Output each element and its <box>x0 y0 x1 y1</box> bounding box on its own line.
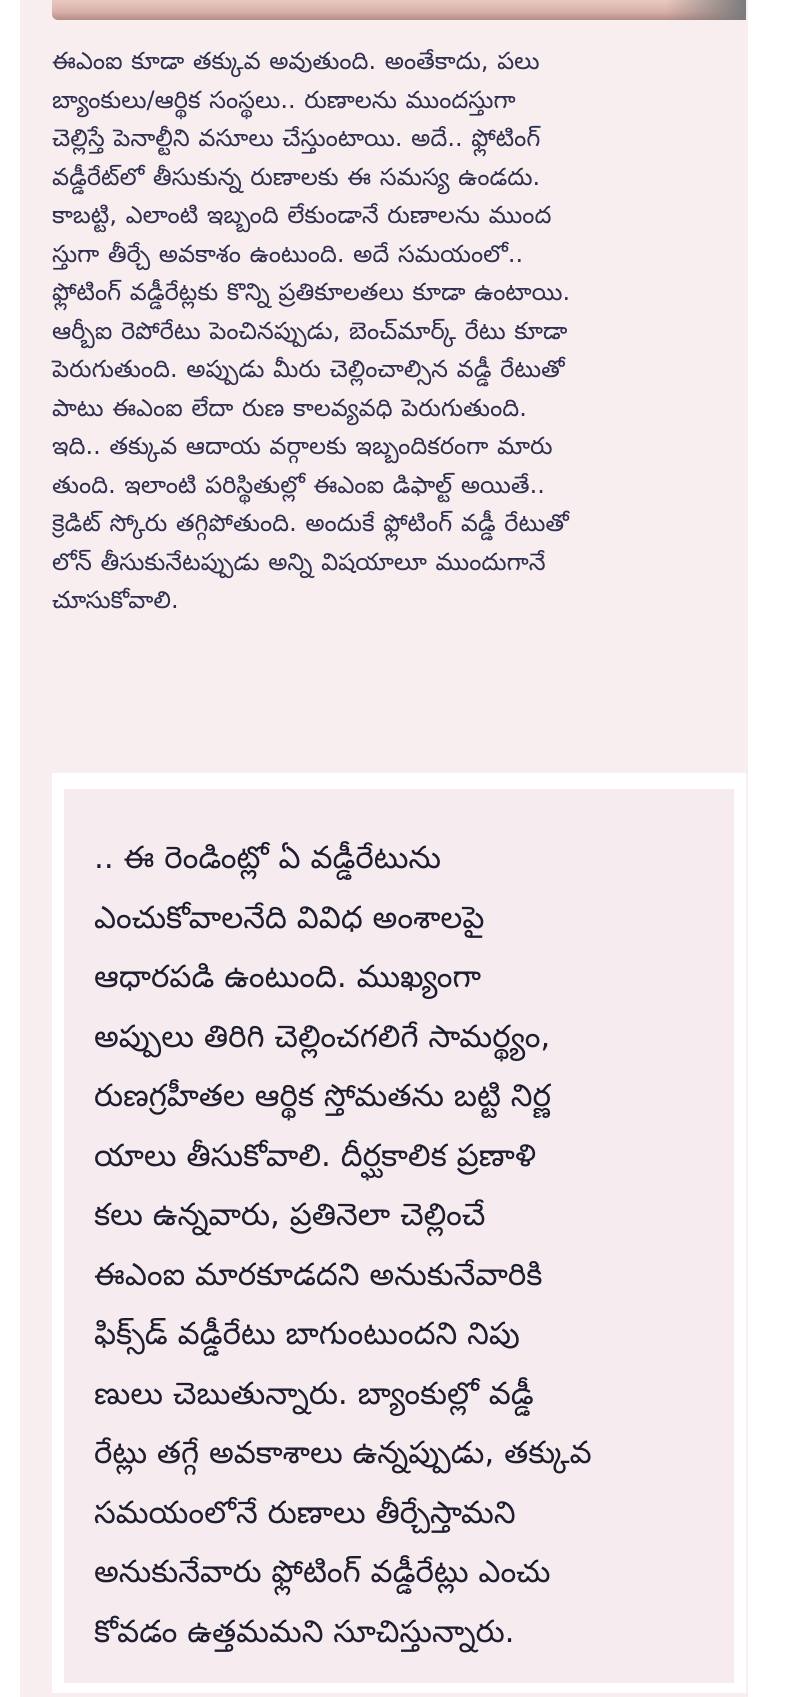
article-column <box>52 42 746 620</box>
pull-quote-text: .. ఈ రెండింట్లో ఏ వడ్డీరేటును ఎంచుకోవాలనేది వివిధ అంశాలపై ఆధారపడి ఉంటుంది. ముఖ్యంగా అప్పులు తిరిగి చెల్లించగలిగే సామర్థ్యం, రుణగ్రహీతల ఆర్థిక స్తోమతను బట్టి నిర్ణ యాలు తీసుకోవాలి. దీర్ఘకాలిక ప్రణాళి కలు ఉన్నవారు, ప్రతినెలా చెల్లించే ఈఎంఐ మారకూడదని అనుకునేవారికి ఫిక్స్‌డ్ వడ్డీరేటు బాగుంటుందని నిపు ణులు చెబుతున్నారు. బ్యాంకుల్లో వడ్డీ రేట్లు తగ్గే అవకాశాలు ఉన్నప్పుడు, తక్కువ సమయంలోనే రుణాలు తీర్చేస్తామని అనుకునేవారు ఫ్లోటింగ్ వడ్డీరేట్లు ఎంచు కోవడం ఉత్తమమని సూచిస్తున్నారు. <box>94 840 592 1650</box>
cropped-photo <box>52 0 746 20</box>
article-body: ఈఎంఐ కూడా తక్కువ అవుతుంది. అంతేకాదు, పలు బ్యాంకులు/ఆర్థిక సంస్థలు.. రుణాలను ముందస్తుగా చెల్లిస్తే పెనాల్టీని వసూలు చేస్తుంటాయి. అదే.. ఫ్లోటింగ్ వడ్డీరేట్‌లో తీసుకున్న రుణాలకు ఈ సమస్య ఉండదు. కాబట్టి, ఎలాంటి ఇబ్బంది లేకుండానే రుణాలను ముంద స్తుగా తీర్చే అవకాశం ఉంటుంది. అదే సమయంలో.. ఫ్లోటింగ్ వడ్డీరేట్లకు కొన్ని ప్రతికూలతలు కూడా ఉంటాయి. ఆర్బీఐ రెపోరేటు పెంచినప్పుడు, బెంచ్‌మార్క్ రేటు కూడా పెరుగుతుంది. అప్పుడు మీరు చెల్లించాల్సిన వడ్డీ రేటుతో పాటు ఈఎంఐ లేదా రుణ కాలవ్యవధి పెరుగుతుంది. ఇది.. తక్కువ ఆదాయ వర్గాలకు ఇబ్బందికరంగా మారు తుంది. ఇలాంటి పరిస్థితుల్లో ఈఎంఐ డిఫాల్ట్ అయితే.. క్రెడిట్ స్కోరు తగ్గిపోతుంది. అందుకే ఫ్లోటింగ్ వడ్డీ రేటుతో లోన్ తీసుకునేటప్పుడు అన్ని విషయాలూ ముందుగానే చూసుకోవాలి. <box>52 47 571 614</box>
right-margin <box>748 0 800 1697</box>
left-margin <box>0 0 20 1697</box>
pull-quote-panel <box>64 789 734 1683</box>
pull-quote-box <box>52 773 746 1693</box>
